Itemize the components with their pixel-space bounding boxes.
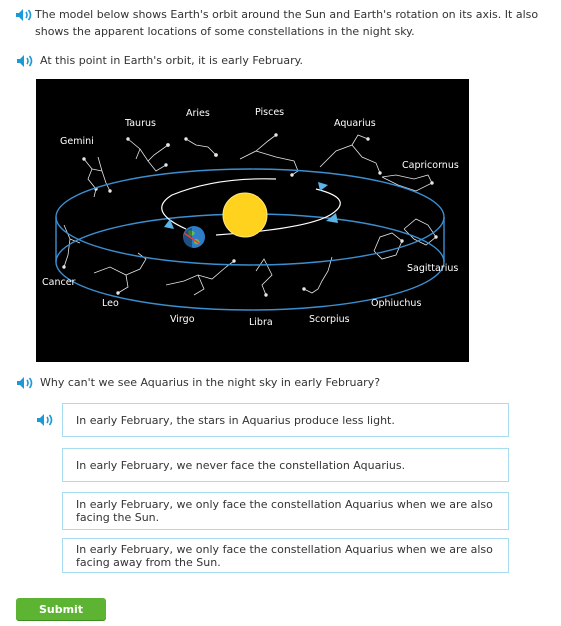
answer-option[interactable] <box>62 403 509 437</box>
label-virgo: Virgo <box>170 314 195 325</box>
label-aries: Aries <box>186 108 210 119</box>
label-gemini: Gemini <box>60 136 94 147</box>
label-pisces: Pisces <box>255 107 285 118</box>
label-cancer: Cancer <box>42 277 76 288</box>
speaker-icon[interactable] <box>16 376 34 390</box>
answer-option[interactable] <box>62 492 509 530</box>
label-libra: Libra <box>249 317 273 328</box>
label-scorpius: Scorpius <box>309 314 350 325</box>
question-text: Why can't we see Aquarius in the night sky in early February? <box>40 376 381 389</box>
label-taurus: Taurus <box>125 118 156 129</box>
answer-option-text: In early February, we only face the constellation Aquarius when we are also facing the Sun. <box>76 498 493 524</box>
label-sagittarius: Sagittarius <box>407 263 459 274</box>
label-aquarius: Aquarius <box>334 118 376 129</box>
answer-option-text: In early February, we only face the constellation Aquarius when we are also facing away from the Sun. <box>76 542 493 569</box>
sun-icon <box>223 193 267 237</box>
speaker-icon[interactable] <box>16 54 34 68</box>
answer-option-text: In early February, the stars in Aquarius produce less light. <box>76 413 395 427</box>
speaker-icon[interactable] <box>15 8 33 22</box>
label-leo: Leo <box>102 298 119 309</box>
answer-option-text: In early February, we never face the constellation Aquarius. <box>76 458 406 472</box>
orbit-diagram <box>36 79 469 362</box>
answer-option[interactable] <box>62 538 509 573</box>
submit-button[interactable]: Submit <box>16 598 106 620</box>
season-text: At this point in Earth's orbit, it is early February. <box>40 54 304 67</box>
label-ophiuchus: Ophiuchus <box>371 298 422 309</box>
intro-text: The model below shows Earth's orbit around the Sun and Earth's rotation on its axis. It also shows the apparent locations of some constellations in the night sky. <box>35 8 539 38</box>
speaker-icon[interactable] <box>36 413 54 427</box>
label-capricornus: Capricornus <box>402 160 459 171</box>
earth-icon <box>183 226 205 248</box>
answer-option[interactable] <box>62 448 509 482</box>
